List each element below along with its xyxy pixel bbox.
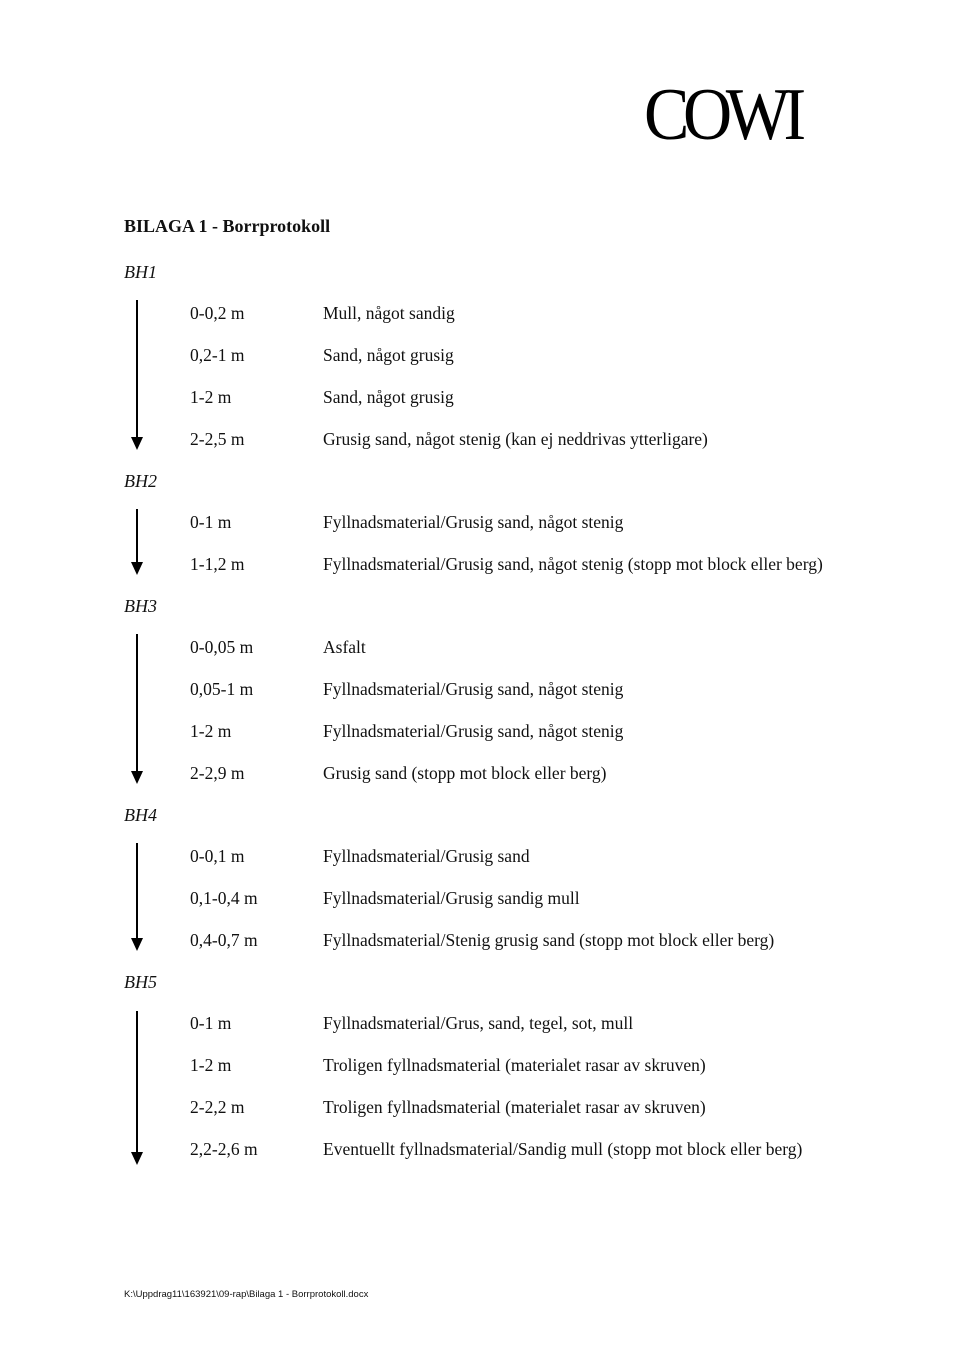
bh2-label: BH2: [124, 471, 157, 491]
bh3-depth-arrow: [131, 634, 143, 784]
bh3-label: BH3: [124, 596, 157, 616]
bh2-depth-arrow: [131, 509, 143, 575]
bh1-depth-arrow: [131, 300, 143, 450]
bh4-depth-arrow: [131, 843, 143, 951]
cowi-logo: COWI: [644, 74, 800, 156]
bh5-depth-arrow: [131, 1011, 143, 1165]
bh1-label: BH1: [124, 262, 157, 282]
bh5-label: BH5: [124, 972, 157, 992]
bh4-label: BH4: [124, 805, 157, 825]
file-path-footer: K:\Uppdrag11\163921\09-rap\Bilaga 1 - Borrprotokoll.docx: [124, 1289, 369, 1300]
page-title: BILAGA 1 - Borrprotokoll: [124, 216, 331, 236]
